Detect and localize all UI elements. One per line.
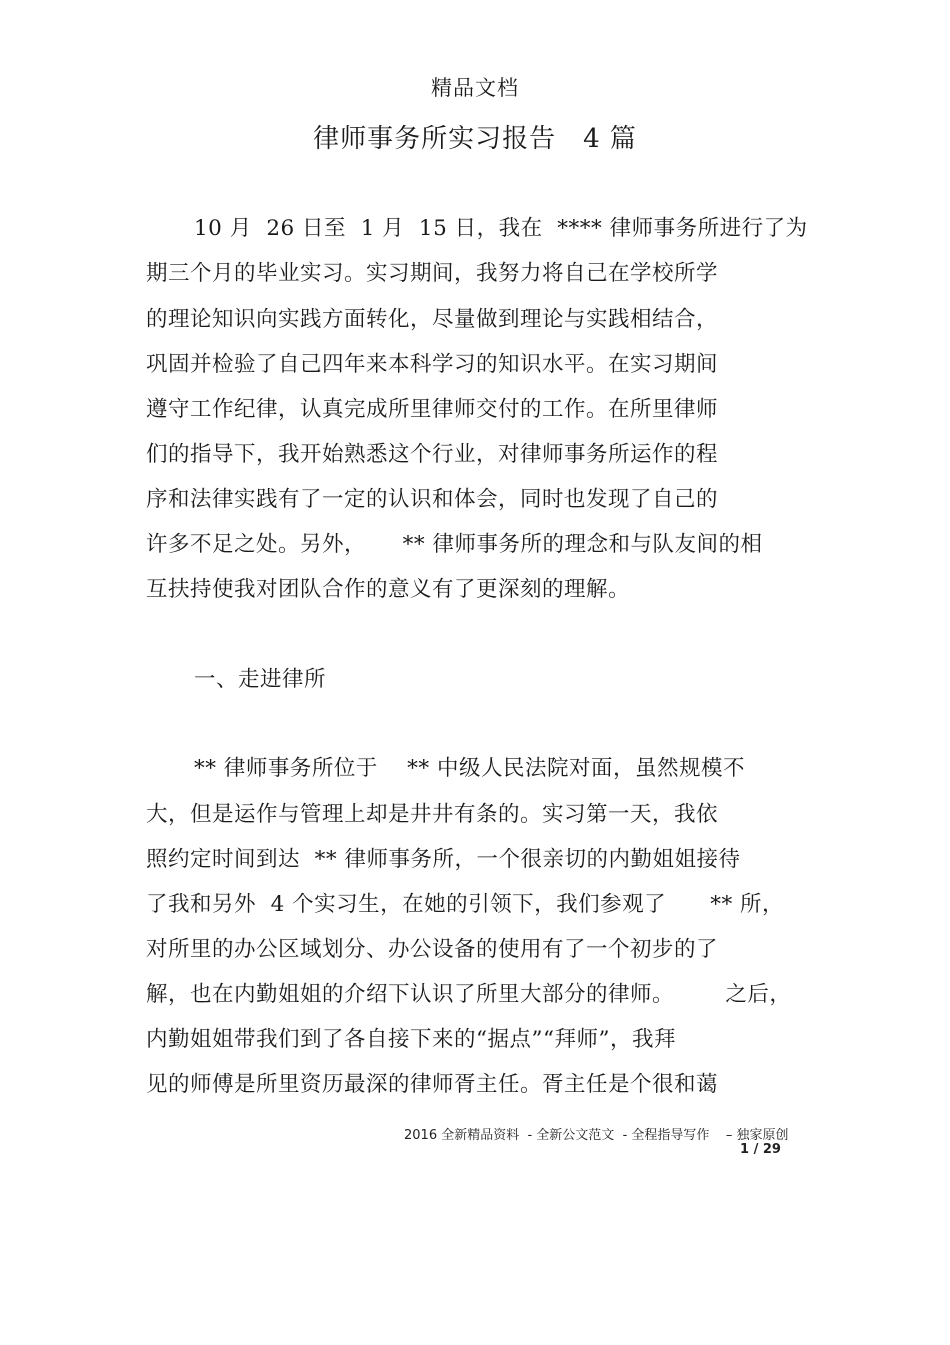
paragraph-line: 对所里的办公区域划分、办公设备的使用有了一个初步的了 [146,937,719,962]
paragraph-line: ** 律师事务所位于 ** 中级人民法院对面，虽然规模不 [194,756,746,781]
paragraph-line: 互扶持使我对团队合作的意义有了更深刻的理解。 [146,577,631,602]
paragraph-line: 了我和另外 4 个实习生，在她的引领下，我们参观了 ** 所， [146,892,785,917]
paragraph-line: 的理论知识向实践方面转化，尽量做到理论与实践相结合， [146,307,719,332]
paragraph-line: 见的师傅是所里资历最深的律师胥主任。胥主任是个很和蔼 [146,1072,719,1097]
document-title: 律师事务所实习报告 4 篇 [313,124,637,154]
section-heading: 一、走进律所 [194,667,327,692]
paragraph-line: 期三个月的毕业实习。实习期间，我努力将自己在学校所学 [146,261,719,286]
paragraph-line: 许多不足之处。另外， ** 律师事务所的理念和与队友间的相 [146,532,763,557]
paragraph-line: 序和法律实践有了一定的认识和体会，同时也发现了自己的 [146,487,719,512]
paragraph-line: 巩固并检验了自己四年来本科学习的知识水平。在实习期间 [146,352,719,377]
paragraph-line: 遵守工作纪律，认真完成所里律师交付的工作。在所里律师 [146,397,719,422]
paragraph-line: 照约定时间到达 ** 律师事务所，一个很亲切的内勤姐姐接待 [146,847,741,872]
footer-note: 2016 全新精品资料 - 全新公文范文 - 全程指导写作 – 独家原创 [404,1128,789,1143]
paragraph-line: 们的指导下，我开始熟悉这个行业，对律师事务所运作的程 [146,442,719,467]
page-number: 1 / 29 [740,1142,781,1157]
paragraph-line: 10 月 26 日至 1 月 15 日，我在 **** 律师事务所进行了为 [194,216,808,241]
header-label: 精品文档 [431,76,519,100]
paragraph-line: 内勤姐姐带我们到了各自接下来的“据点”“拜师”，我拜 [146,1027,676,1052]
paragraph-line: 解，也在内勤姐姐的介绍下认识了所里大部分的律师。 之后， [146,982,792,1007]
paragraph-line: 大，但是运作与管理上却是井井有条的。实习第一天，我依 [146,802,719,827]
